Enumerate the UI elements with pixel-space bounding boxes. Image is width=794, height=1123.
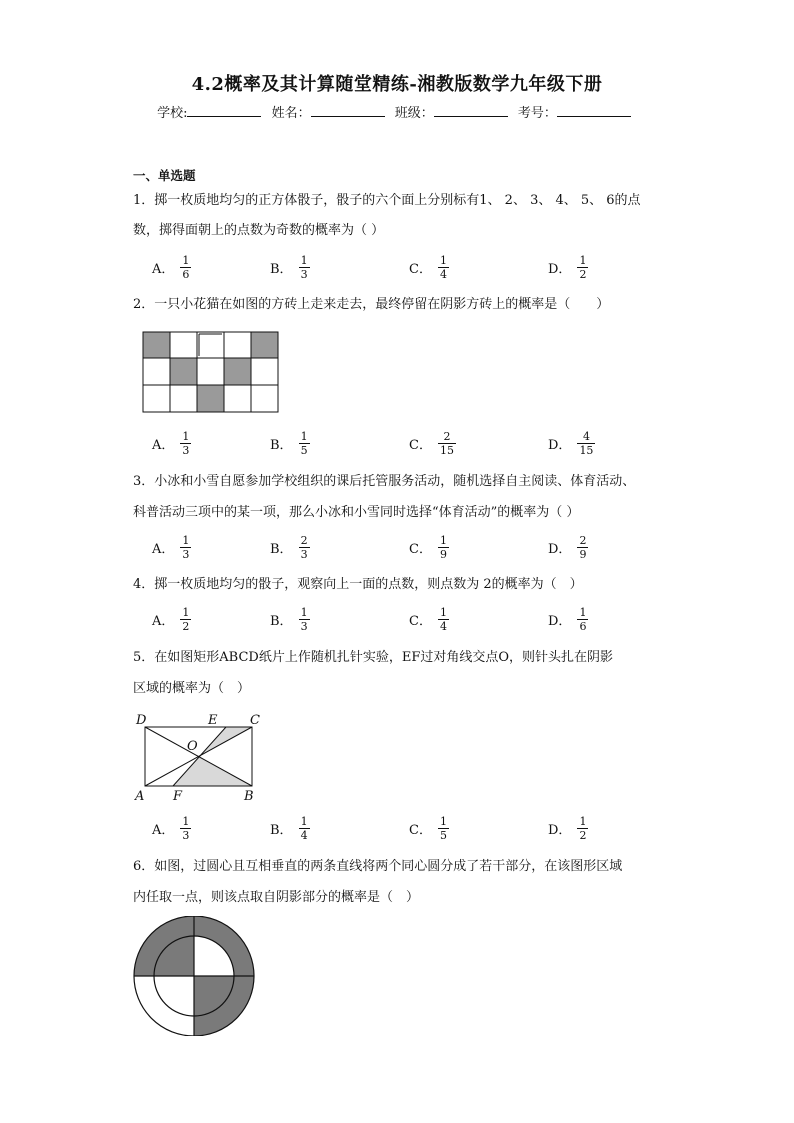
fraction: $\frac{1}{3}$ (182, 815, 190, 842)
q1-option-b[interactable]: B． $\frac{1}{3}$ (270, 254, 308, 281)
fraction: $\frac{1}{6}$ (182, 254, 190, 281)
fraction: $\frac{1}{6}$ (579, 606, 587, 633)
fraction: $\frac{4}{15}$ (579, 430, 594, 457)
fraction: $\frac{2}{15}$ (439, 430, 454, 457)
fraction: $\frac{1}{2}$ (182, 606, 190, 633)
label-c: C (250, 713, 260, 728)
fraction: $\frac{1}{3}$ (182, 430, 190, 457)
q3-option-c[interactable]: C． $\frac{1}{9}$ (409, 534, 447, 561)
label-e: E (208, 713, 218, 728)
question-5-line1: 5．在如图矩形ABCD纸片上作随机扎针实验，EF过对角线交点O，则针头扎在阴影 (133, 650, 613, 665)
question-1-line2: 数，掷得面朝上的点数为奇数的概率为（ ） (133, 223, 385, 238)
q5-option-a[interactable]: A． $\frac{1}{3}$ (152, 815, 190, 842)
q2-option-b[interactable]: B． $\frac{1}{5}$ (270, 430, 308, 457)
q2-option-c[interactable]: C． $\frac{2}{15}$ (409, 430, 454, 457)
id-blank[interactable] (557, 104, 631, 117)
question-5-line2: 区域的概率为（ ） (133, 681, 251, 696)
q4-option-d[interactable]: D． $\frac{1}{6}$ (548, 606, 587, 633)
id-label: 考号： (517, 106, 557, 121)
school-blank[interactable] (187, 104, 261, 117)
q1-option-c[interactable]: C． $\frac{1}{4}$ (409, 254, 447, 281)
fraction: $\frac{2}{9}$ (579, 534, 587, 561)
student-info-line (0, 102, 794, 121)
q1-option-a[interactable]: A． $\frac{1}{6}$ (152, 254, 190, 281)
fraction: $\frac{1}{4}$ (300, 815, 308, 842)
q3-option-d[interactable]: D． $\frac{2}{9}$ (548, 534, 587, 561)
label-a: A (135, 789, 145, 804)
name-label: 姓名： (271, 106, 311, 121)
fraction: $\frac{2}{3}$ (300, 534, 308, 561)
q4-option-b[interactable]: B． $\frac{1}{3}$ (270, 606, 308, 633)
question-2-line1: 2．一只小花猫在如图的方砖上走来走去，最终停留在阴影方砖上的概率是（ ） (133, 297, 610, 312)
label-o: O (187, 739, 198, 754)
label-d: D (136, 713, 147, 728)
question-3-line1: 3．小冰和小雪自愿参加学校组织的课后托管服务活动，随机选择自主阅读、体育活动、 (133, 474, 636, 489)
q5-option-d[interactable]: D． $\frac{1}{2}$ (548, 815, 587, 842)
fraction: $\frac{1}{3}$ (300, 606, 308, 633)
question-1-line1: 1．掷一枚质地均匀的正方体骰子，骰子的六个面上分别标有1、 2、 3、 4、 5、 6的点 (133, 193, 641, 208)
fraction: $\frac{1}{3}$ (182, 534, 190, 561)
fraction: $\frac{1}{3}$ (300, 254, 308, 281)
class-blank[interactable] (434, 104, 508, 117)
name-blank[interactable] (311, 104, 385, 117)
q2-option-a[interactable]: A． $\frac{1}{3}$ (152, 430, 190, 457)
q3-option-b[interactable]: B． $\frac{2}{3}$ (270, 534, 308, 561)
school-label: 学校: (157, 106, 188, 121)
page-title: 4.2概率及其计算随堂精练-湘教版数学九年级下册 (191, 74, 603, 95)
q5-option-c[interactable]: C． $\frac{1}{5}$ (409, 815, 447, 842)
q2-option-d[interactable]: D． $\frac{4}{15}$ (548, 430, 594, 457)
question-6-line2: 内任取一点，则该点取自阴影部分的概率是（ ） (133, 890, 420, 905)
section-heading: 一、单选题 (133, 168, 196, 183)
question-3-line2: 科普活动三项中的某一项，那么小冰和小雪同时选择“体育活动”的概率为（ ） (133, 505, 580, 520)
tile-grid-figure (142, 331, 279, 413)
class-label: 班级： (394, 106, 434, 121)
rectangle-abcd-figure (132, 710, 267, 805)
concentric-circles-figure (132, 916, 256, 1036)
fraction: $\frac{1}{2}$ (579, 254, 587, 281)
fraction: $\frac{1}{2}$ (579, 815, 587, 842)
q1-option-d[interactable]: D． $\frac{1}{2}$ (548, 254, 587, 281)
fraction: $\frac{1}{9}$ (439, 534, 447, 561)
q4-option-a[interactable]: A． $\frac{1}{2}$ (152, 606, 190, 633)
question-4-line1: 4．掷一枚质地均匀的骰子，观察向上一面的点数，则点数为 2的概率为（ ） (133, 577, 583, 592)
q5-option-b[interactable]: B． $\frac{1}{4}$ (270, 815, 308, 842)
label-b: B (244, 789, 254, 804)
q3-option-a[interactable]: A． $\frac{1}{3}$ (152, 534, 190, 561)
fraction: $\frac{1}{4}$ (439, 606, 447, 633)
label-f: F (173, 789, 183, 804)
fraction: $\frac{1}{5}$ (300, 430, 308, 457)
fraction: $\frac{1}{4}$ (439, 254, 447, 281)
question-6-line1: 6．如图，过圆心且互相垂直的两条直线将两个同心圆分成了若干部分，在该图形区域 (133, 859, 623, 874)
fraction: $\frac{1}{5}$ (439, 815, 447, 842)
q4-option-c[interactable]: C． $\frac{1}{4}$ (409, 606, 447, 633)
